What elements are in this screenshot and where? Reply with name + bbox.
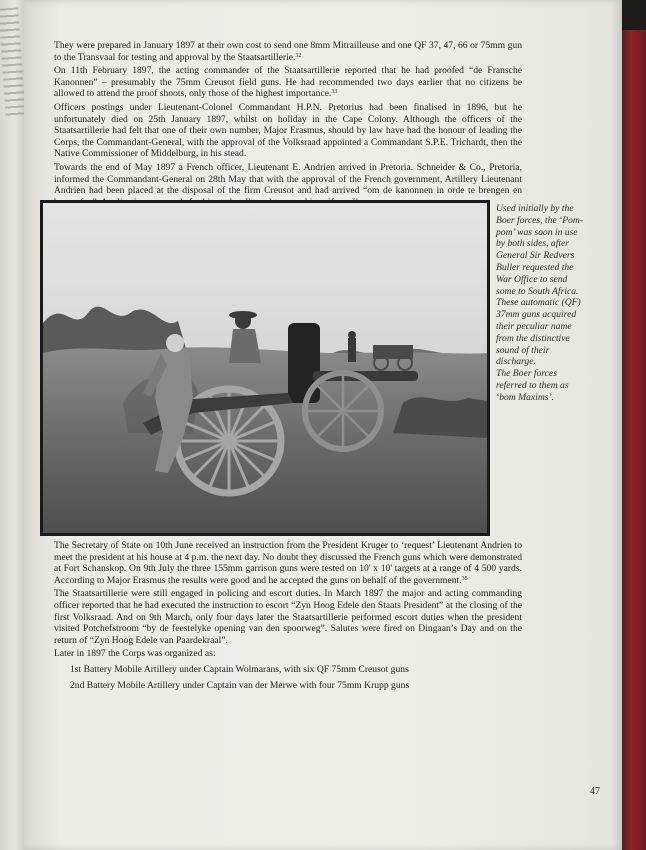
paragraph: On 11th February 1897, the acting commander of the Staatsartillerie reported that he had proofed “de Fransche Kanonnen” – presumably the 75mm Creusot field guns. He had recommended two days earlier that no citizens be allowed to attend the proof shoots, only those of the highest importance.$^{33}$ (54, 65, 522, 100)
book-page (24, 0, 622, 850)
photo-caption: Used initially by the Boer forces, the ‘Pom- pom’ was soon in use by both sides, after General Sir Redvers Buller requested the War Office to send some to South Africa. These automatic (QF) 37mm guns acquired their peculiar name from the distinctive sound of their discharge. The Boer forces referred to them as ‘bom Maxims’. (496, 203, 584, 403)
footnote-marker: 33 (331, 89, 338, 96)
paragraph: Towards the end of May 1897 a French officer, Lieutenant E. Andrien arrived in Pretoria. Schneider & Co., Pretoria, informed the Commandant-General on 28th May that with the approval of the French government, Artillery Lieutenant Andrien had been placed at the disposal of the firm Creusot and had arrived “om de kanonnen in orde te brengen en (54, 162, 522, 208)
list-item: 2nd Battery Mobile Artillery under Captain van der Merwe with four 75mm Krupp guns (70, 679, 410, 691)
photograph-frame (40, 200, 490, 536)
body-text (54, 540, 522, 695)
book-cover-edge (622, 0, 646, 850)
footnote-marker: 32 (295, 52, 302, 59)
paragraph: They were prepared in January 1897 at their own cost to send one 8mm Mitrailleuse and one QF 37, 47, 66 or 75mm gun to the Transvaal for testing and approval by the Staatsartillerie.$^{32}$ (54, 40, 522, 63)
intro-text (54, 40, 522, 210)
facing-page-text (0, 7, 26, 118)
organisation-list (70, 664, 522, 691)
paragraph: Later in 1897 the Corps was organized as: (54, 648, 216, 660)
list-item: 1st Battery Mobile Artillery under Captain Wolmarans, with six QF 75mm Creusot guns (70, 663, 409, 675)
paragraph: The Secretary of State on 10th June received an instruction from the President Kruger to ‘request’ Lieutenant Andrien to meet the president at his house at 4 p.m. the next day. No doubt they discussed the French guns which were demonstrated at Fort Schanskop. On 9th July the three 155mm garrison guns were tested on 10' x 10' targets at a range of 4 500 yards. According to Major Erasmus the results were good and he accepted the guns on behalf of the government.$^{35}$ (54, 540, 522, 586)
paragraph: Officers postings under Lieutenant-Colonel Commandant H.P.N. Pretorius had been finalised in 1896, but he unfortunately died on 25th January 1897, whilst on holiday in the Cape Colony. Although the officers of the Staatsartillerie had felt that one of their own number, Major Erasmus, should by law have had the honour of leading the Corps, the Commandant-General, with the approval of the Volksraad appointed a Commandant S.P.E. Trichardt, then the Native Commissioner of Middelburg, in his stead. (54, 101, 522, 160)
field-gun-photograph (43, 203, 487, 533)
facing-page-edge (0, 0, 26, 850)
page-number: 47 (590, 786, 600, 797)
paragraph: The Staatsartillerie were still engaged in policing and escort duties. In March 1897 the major and acting commanding officer reported that he had executed the instruction to escort “Zyn Hoog Edele den Staats President” at the closing of the first Volksraad. And on 9th March, only four days later the Staatsartillerie performed escort duties when the president visited Potchefstroom “by de feestelyke opening van den spoorweg”. Salutes were fired on Dingaan’s Day and on the return of “Zyn Hoog Edele van Paardekraal”. (54, 588, 522, 646)
footnote-marker: 35 (461, 575, 468, 582)
